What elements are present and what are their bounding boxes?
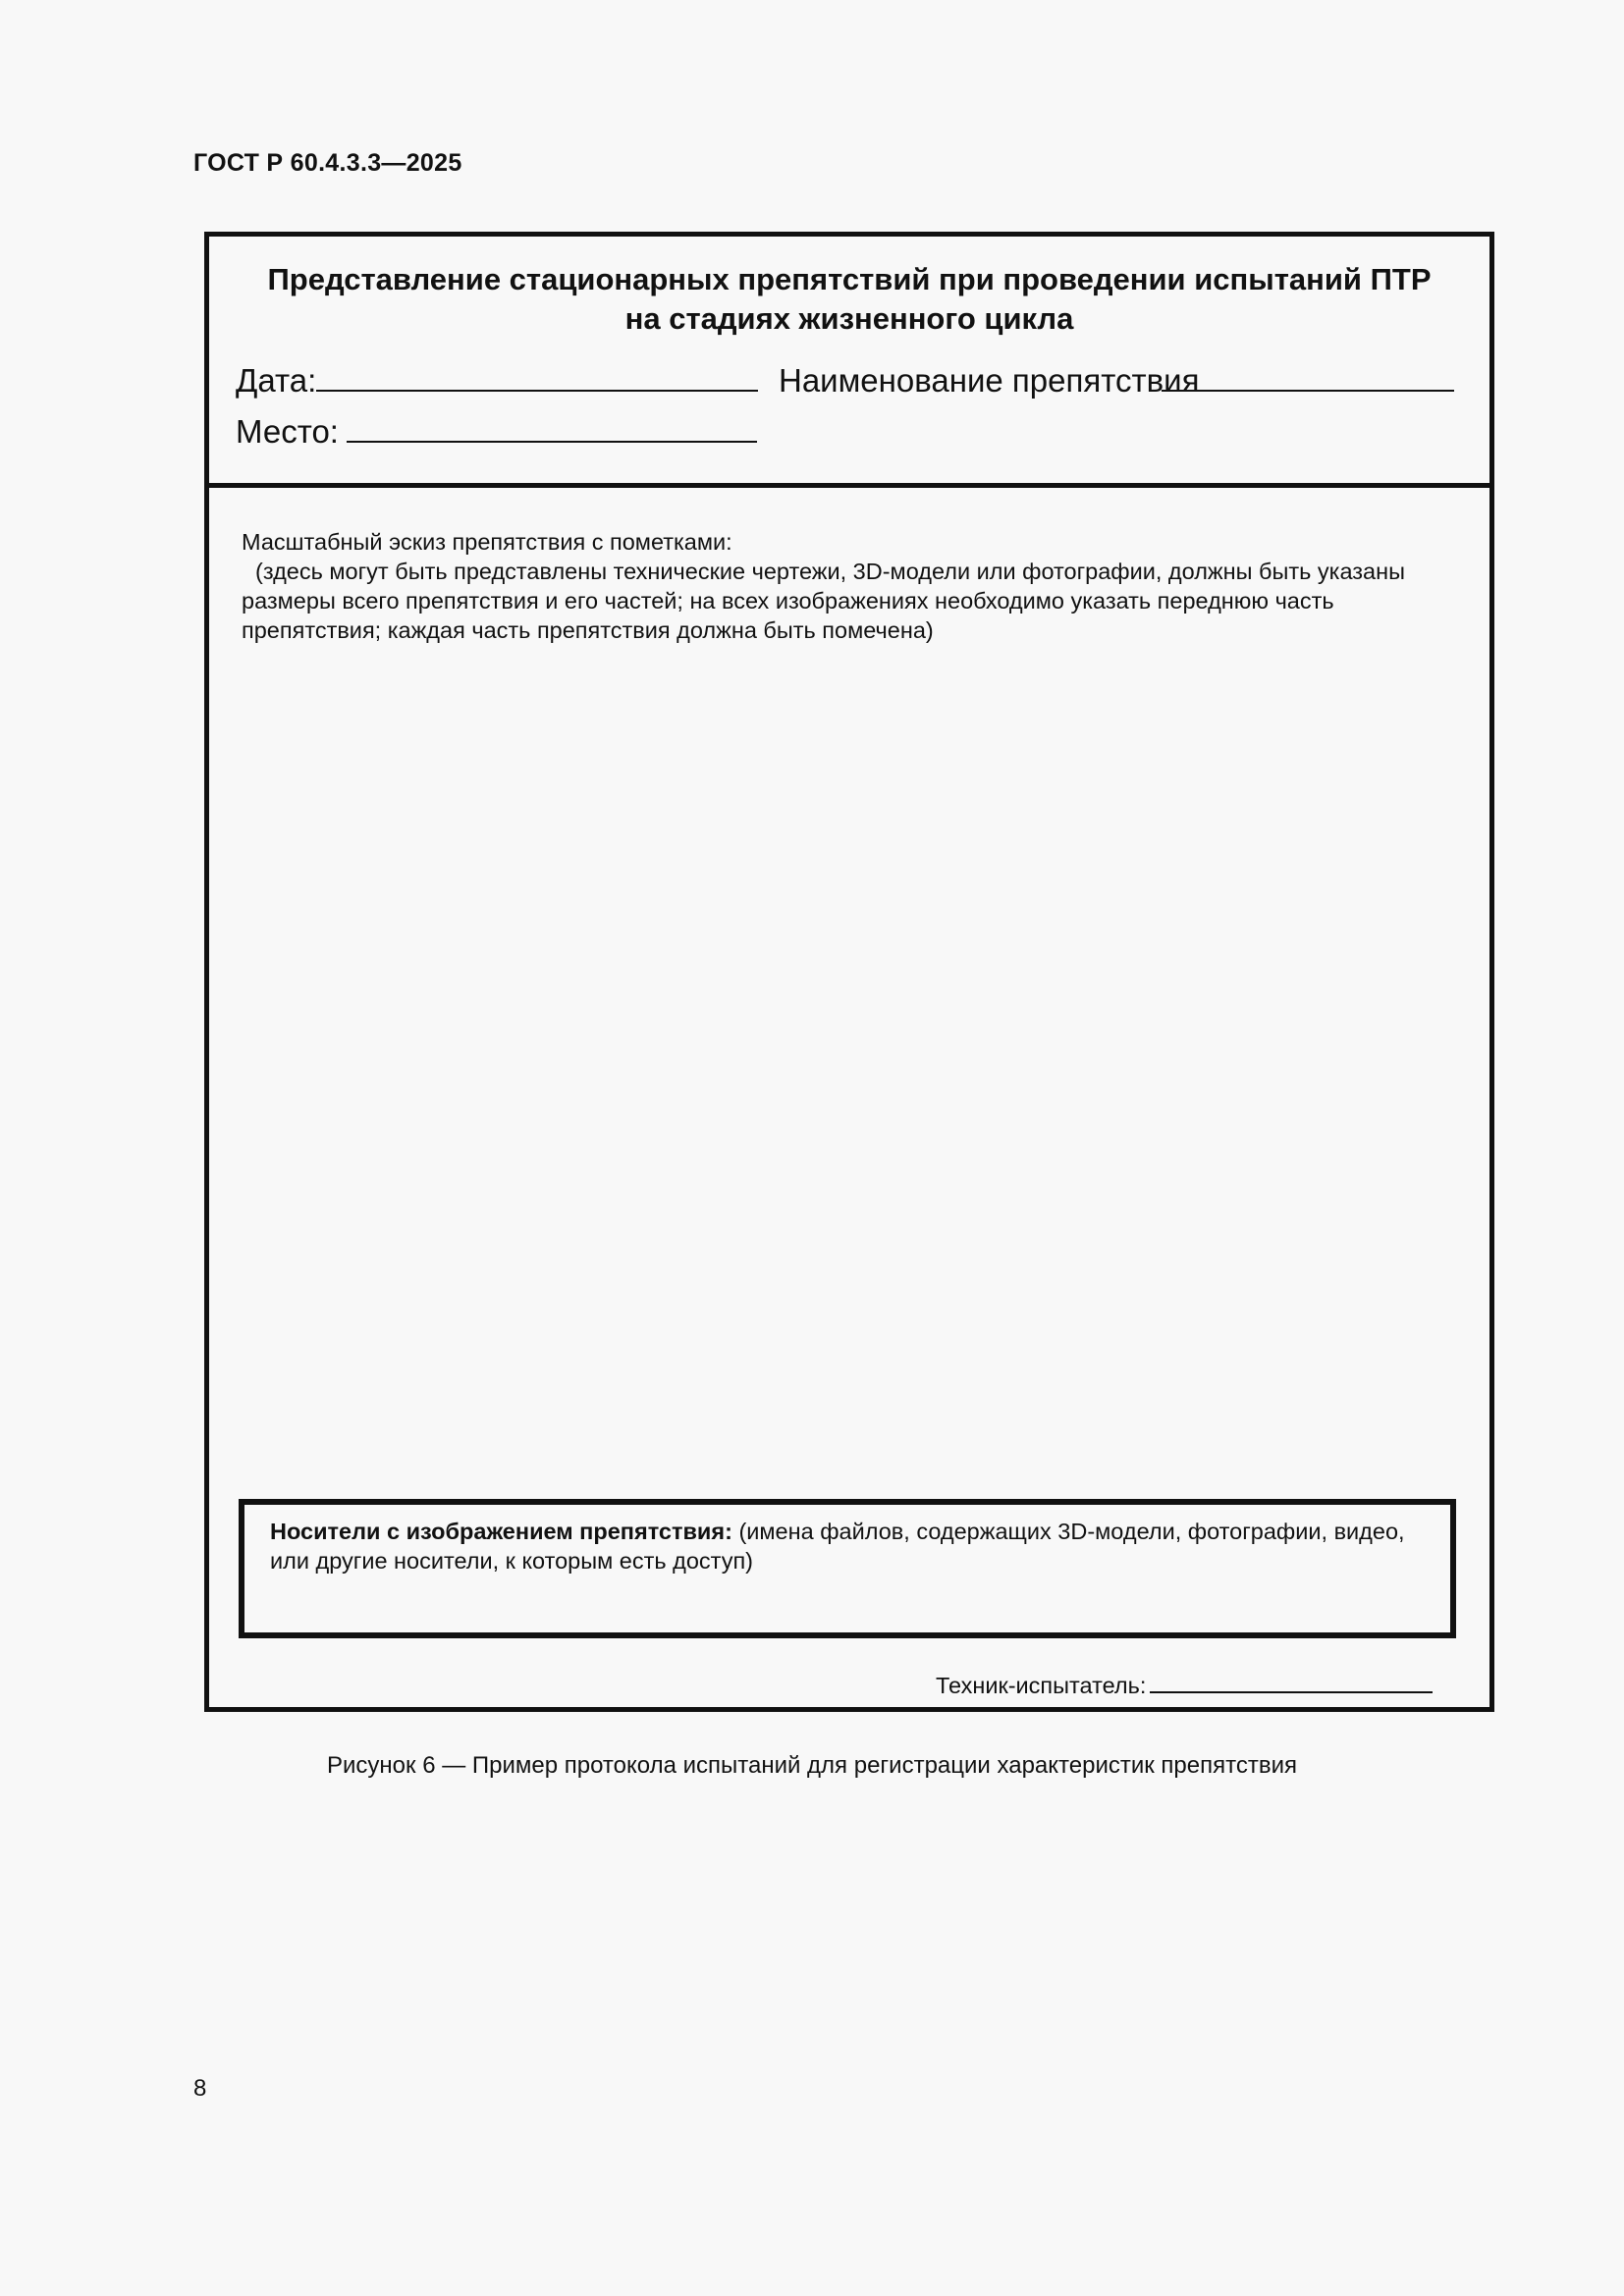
obstacle-name-blank-line — [1162, 360, 1454, 392]
date-label: Дата: — [236, 362, 317, 399]
sketch-title: Масштабный эскиз препятствия с пометками: — [242, 529, 732, 555]
date-blank-line — [316, 360, 758, 392]
technician-blank-line — [1150, 1668, 1433, 1693]
sketch-section — [242, 527, 1460, 645]
form-title-line-2: на стадиях жизненного цикла — [624, 301, 1074, 336]
test-protocol-form — [204, 232, 1494, 1712]
place-label: Место: — [236, 413, 339, 450]
place-field — [236, 411, 757, 451]
sketch-note: (здесь могут быть представлены технические чертежи, 3D-модели или фотографии, должны быть указаны размеры всего препятствия и его частей; на всех изображениях необходимо указать переднюю часть препятствия; каждая часть препятствия должна быть помечена) — [242, 559, 1405, 643]
technician-label: Техник-испытатель: — [936, 1673, 1147, 1698]
obstacle-name-field — [779, 360, 1454, 400]
form-title-line-1: Представление стационарных препятствий при проведении испытаний ПТР — [267, 262, 1432, 296]
media-text — [270, 1517, 1411, 1575]
media-note: (имена файлов, содержащих 3D-модели, фотографии, видео, или другие носители, к которым есть доступ) — [270, 1519, 1405, 1574]
date-field — [236, 360, 758, 400]
place-blank-line — [347, 411, 757, 443]
document-code: ГОСТ Р 60.4.3.3—2025 — [193, 149, 462, 177]
page-number: 8 — [193, 2075, 207, 2102]
form-title — [229, 260, 1470, 339]
obstacle-name-label: Наименование препятствия — [779, 362, 1200, 399]
technician-field — [936, 1668, 1433, 1699]
media-box — [239, 1499, 1456, 1638]
form-header — [209, 237, 1489, 488]
figure-caption: Рисунок 6 — Пример протокола испытаний для регистрации характеристик препятствия — [327, 1752, 1297, 1779]
media-label: Носители с изображением препятствия: — [270, 1519, 732, 1544]
